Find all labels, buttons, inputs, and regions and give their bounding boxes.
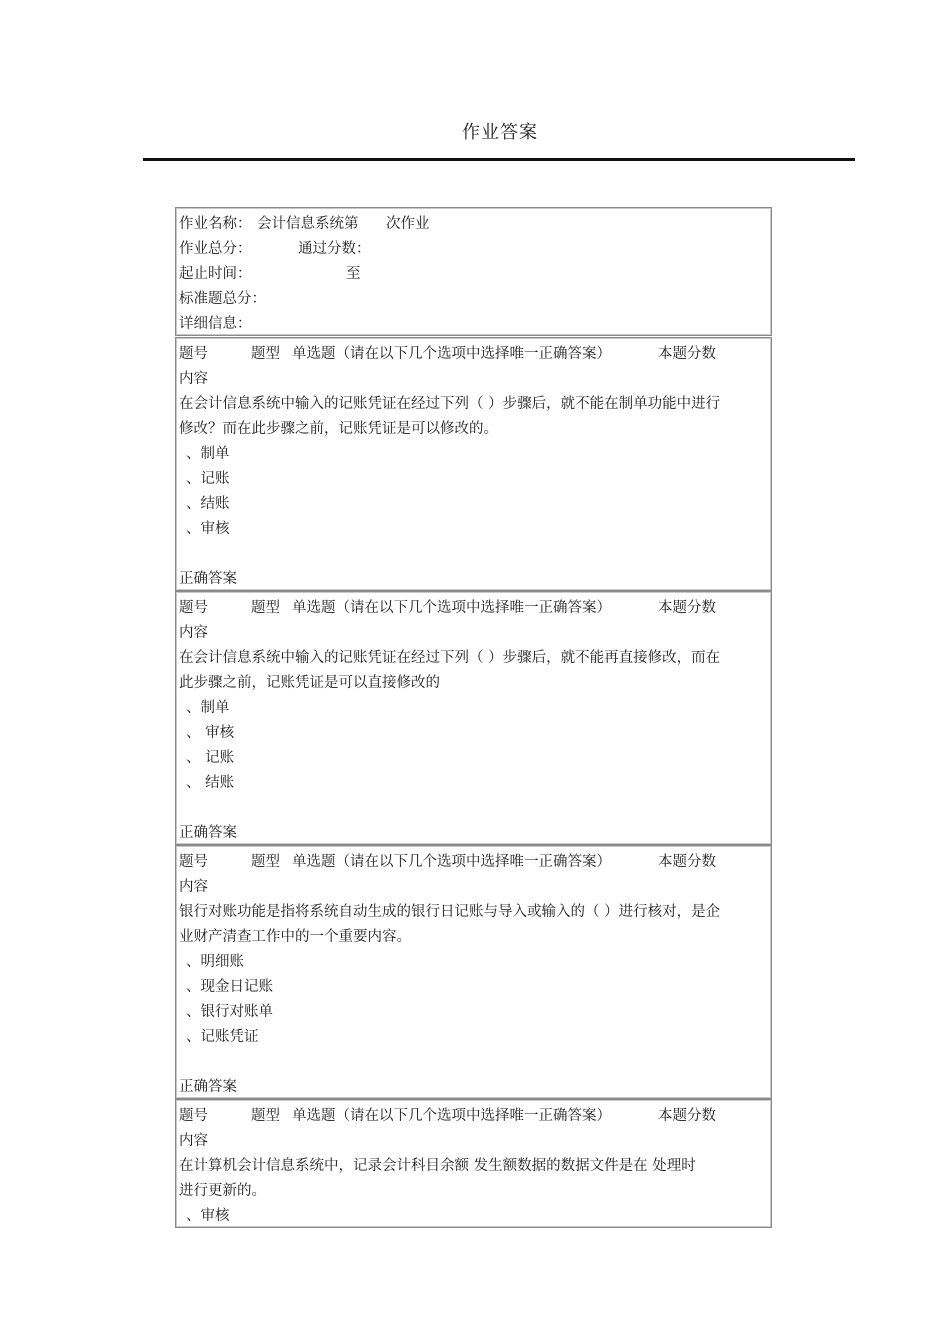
question-content-label: 内容 [179,1133,208,1149]
question-number-label: 题号 [179,346,208,362]
question-type-value: 单选题（请在以下几个选项中选择唯一正确答案） [292,600,611,616]
answer-option[interactable]: 、 结账 [186,775,235,791]
question-block [175,845,772,1099]
detail-info-label: 详细信息： [179,316,252,332]
correct-answer-label: 正确答案 [179,571,237,587]
question-text-line: 此步骤之前，记账凭证是可以直接修改的 [179,675,440,691]
question-type-label: 题型 [251,1108,280,1124]
question-content-label: 内容 [179,879,208,895]
assignment-info-block [175,207,772,336]
question-score-label: 本题分数 [658,600,716,616]
question-text-line: 在会计信息系统中输入的记账凭证在经过下列（ ）步骤后，就不能再直接修改，而在 [179,650,721,666]
question-text-line: 业财产清查工作中的一个重要内容。 [179,929,411,945]
question-block [175,591,772,845]
question-content-label: 内容 [179,625,208,641]
correct-answer-label: 正确答案 [179,825,237,841]
question-type-label: 题型 [251,854,280,870]
question-number-label: 题号 [179,1108,208,1124]
question-content-label: 内容 [179,371,208,387]
answer-option[interactable]: 、现金日记账 [186,979,273,995]
answer-option[interactable]: 、结账 [186,496,230,512]
question-text-line: 修改？而在此步骤之前，记账凭证是可以修改的。 [179,421,498,437]
question-type-value: 单选题（请在以下几个选项中选择唯一正确答案） [292,346,611,362]
question-text-line: 在会计信息系统中输入的记账凭证在经过下列（ ）步骤后，就不能在制单功能中进行 [179,396,721,412]
question-score-label: 本题分数 [658,1108,716,1124]
assignment-name-value: 会计信息系统第 [257,216,359,232]
question-score-label: 本题分数 [658,346,716,362]
question-text-line: 银行对账功能是指将系统自动生成的银行日记账与导入或输入的（ ）进行核对，是企 [179,904,721,920]
time-range-label: 起止时间： [179,266,252,282]
question-number-label: 题号 [179,600,208,616]
answer-option[interactable]: 、审核 [186,521,230,537]
question-text-line: 进行更新的。 [179,1183,266,1199]
question-number-label: 题号 [179,854,208,870]
answer-option[interactable]: 、记账 [186,471,230,487]
time-range-separator: 至 [346,266,361,282]
answer-option[interactable]: 、 记账 [186,750,235,766]
answer-option[interactable]: 、制单 [186,446,230,462]
question-type-value: 单选题（请在以下几个选项中选择唯一正确答案） [292,1108,611,1124]
question-type-value: 单选题（请在以下几个选项中选择唯一正确答案） [292,854,611,870]
answer-option[interactable]: 、制单 [186,700,230,716]
total-score-label: 作业总分： [179,241,252,257]
title-rule [143,158,855,161]
question-type-label: 题型 [251,346,280,362]
standard-total-label: 标准题总分： [179,291,266,307]
page-title: 作业答案 [462,122,538,143]
question-type-label: 题型 [251,600,280,616]
question-block [175,1099,772,1228]
answer-option[interactable]: 、记账凭证 [186,1029,259,1045]
correct-answer-label: 正确答案 [179,1079,237,1095]
question-text-line: 在计算机会计信息系统中，记录会计科目余额 发生额数据的数据文件是在 处理时 [179,1158,696,1174]
answer-option[interactable]: 、明细账 [186,954,244,970]
answer-option[interactable]: 、 审核 [186,725,235,741]
assignment-name-label: 作业名称： [179,216,252,232]
question-score-label: 本题分数 [658,854,716,870]
assignment-name-suffix: 次作业 [386,216,430,232]
question-block [175,337,772,591]
pass-score-label: 通过分数： [298,241,371,257]
answer-option[interactable]: 、银行对账单 [186,1004,273,1020]
answer-option[interactable]: 、审核 [186,1208,230,1224]
